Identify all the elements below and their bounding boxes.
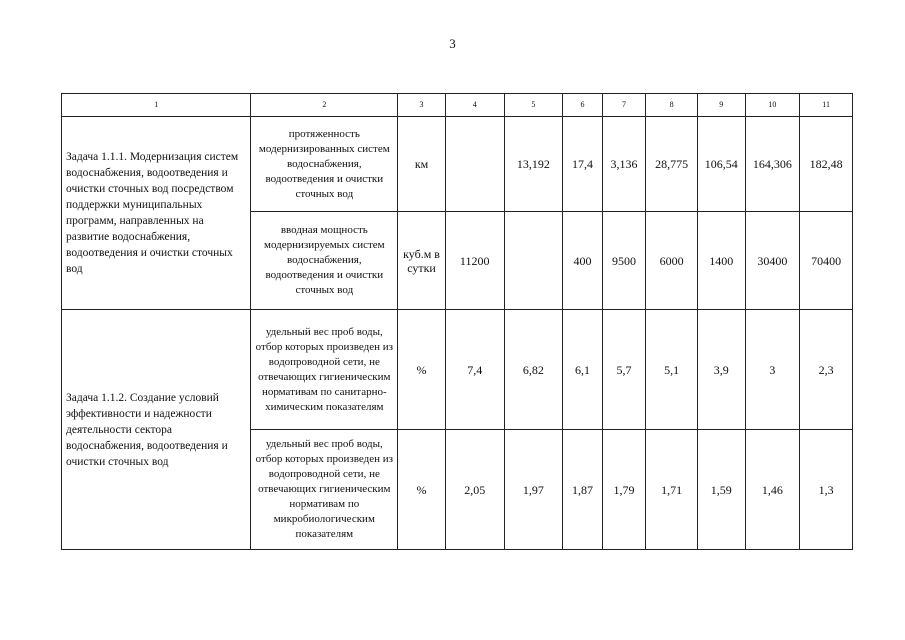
column-number: 7 [602,94,646,117]
indicator-table [61,93,853,550]
value-cell: 1,3 [800,430,853,550]
unit-cell: куб.м в сутки [398,212,446,310]
value-cell: 106,54 [697,117,745,212]
value-cell: 1,87 [563,430,602,550]
value-cell: 5,1 [646,310,698,430]
value-cell: 1,46 [745,430,800,550]
value-cell: 28,775 [646,117,698,212]
table-row [62,117,853,212]
value-cell: 9500 [602,212,646,310]
value-cell: 13,192 [504,117,563,212]
value-cell: 2,05 [445,430,504,550]
column-number: 1 [62,94,251,117]
value-cell: 182,48 [800,117,853,212]
value-cell: 3,136 [602,117,646,212]
column-number-row [62,94,853,117]
indicator-name: удельный вес проб воды, отбор которых произведен из водопроводной сети, не отвечающих гигиеническим нормативам по микробиологическим показателям [251,430,398,550]
value-cell: 1,97 [504,430,563,550]
value-cell [445,117,504,212]
value-cell: 1,59 [697,430,745,550]
column-number: 10 [745,94,800,117]
value-cell: 11200 [445,212,504,310]
column-number: 9 [697,94,745,117]
column-number: 8 [646,94,698,117]
value-cell: 17,4 [563,117,602,212]
unit-cell: км [398,117,446,212]
unit-cell: % [398,430,446,550]
value-cell: 6000 [646,212,698,310]
value-cell [504,212,563,310]
value-cell: 6,82 [504,310,563,430]
value-cell: 2,3 [800,310,853,430]
indicator-name: протяженность модернизированных систем водоснабжения, водоотведения и очистки сточных вод [251,117,398,212]
value-cell: 1400 [697,212,745,310]
column-number: 4 [445,94,504,117]
indicator-name: вводная мощность модернизируемых систем водоснабжения, водоотведения и очистки сточных вод [251,212,398,310]
value-cell: 5,7 [602,310,646,430]
value-cell: 164,306 [745,117,800,212]
indicator-name: удельный вес проб воды, отбор которых произведен из водопроводной сети, не отвечающих гигиеническим нормативам по санитарно-химическим показателям [251,310,398,430]
column-number: 5 [504,94,563,117]
column-number: 6 [563,94,602,117]
column-number: 11 [800,94,853,117]
page-number: 3 [449,36,456,51]
column-number: 3 [398,94,446,117]
unit-cell: % [398,310,446,430]
table-row [62,310,853,430]
value-cell: 400 [563,212,602,310]
task-name: Задача 1.1.1. Модернизация систем водоснабжения, водоотведения и очистки сточных вод посредством поддержки муниципальных программ, направленных на развитие водоснабжения, водоотведения и очистки сточных вод [62,117,251,310]
value-cell: 3 [745,310,800,430]
value-cell: 70400 [800,212,853,310]
task-name: Задача 1.1.2. Создание условий эффективности и надежности деятельности сектора водоснабжения, водоотведения и очистки сточных вод [62,310,251,550]
value-cell: 3,9 [697,310,745,430]
value-cell: 6,1 [563,310,602,430]
column-number: 2 [251,94,398,117]
value-cell: 1,79 [602,430,646,550]
value-cell: 7,4 [445,310,504,430]
value-cell: 1,71 [646,430,698,550]
value-cell: 30400 [745,212,800,310]
